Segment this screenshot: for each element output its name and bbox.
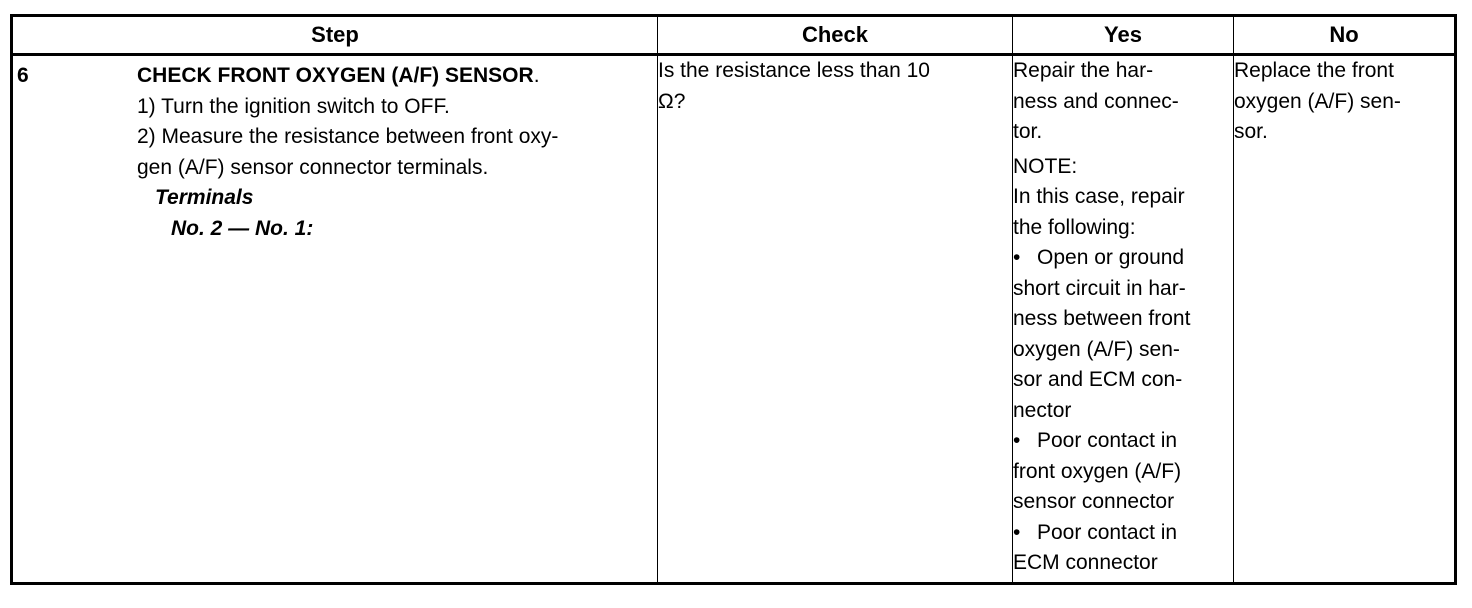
step-instruction-2-cont: gen (A/F) sensor connector terminals. — [137, 155, 489, 179]
header-row — [12, 16, 1456, 55]
step-cell — [12, 55, 658, 584]
bullet-1-line-5: sor and ECM con- — [1013, 368, 1183, 391]
step-content — [137, 56, 657, 244]
header-no: No — [1234, 16, 1456, 55]
bullet-2-line-3: sensor connector — [1013, 490, 1175, 513]
bullet-1-line-3: ness between front — [1013, 307, 1191, 330]
bullet-2-line-1: • Poor contact in — [1013, 426, 1233, 457]
bullet-icon: • — [1013, 246, 1021, 269]
bullet-3-line-2: ECM connector — [1013, 551, 1158, 574]
bullet-1-line-6: nector — [1013, 398, 1072, 422]
no-line-1: Replace the front — [1234, 59, 1394, 82]
check-line-1: Is the resistance less than 10 — [658, 59, 930, 82]
bullet-1-line-1: • Open or ground — [1013, 243, 1233, 274]
step-instruction-2: 2) Measure the resistance between front oxy- — [137, 125, 559, 148]
table-row — [12, 55, 1456, 584]
no-line-2: oxygen (A/F) sen- — [1234, 89, 1401, 113]
header-step: Step — [12, 16, 658, 55]
no-line-3: sor. — [1234, 120, 1268, 143]
terminals-value: No. 2 — No. 1: — [171, 216, 314, 240]
step-title: CHECK FRONT OXYGEN (A/F) SENSOR — [137, 64, 534, 87]
yes-note-label: NOTE: — [1013, 154, 1078, 178]
yes-line-2: ness and connec- — [1013, 89, 1179, 113]
yes-note-line-1: In this case, repair — [1013, 185, 1185, 208]
bullet-icon: • — [1013, 429, 1021, 452]
bullet-icon: • — [1013, 520, 1021, 544]
step-instruction-1: 1) Turn the ignition switch to OFF. — [137, 94, 450, 118]
bullet-1-line-4: oxygen (A/F) sen- — [1013, 337, 1180, 361]
bullet-3-line-1: • Poor contact in — [1013, 518, 1233, 549]
check-line-2: Ω? — [658, 89, 686, 113]
step-title-line — [137, 61, 651, 92]
yes-line-3: tor. — [1013, 120, 1043, 143]
diagnostic-table — [10, 14, 1457, 585]
check-cell — [658, 55, 1013, 584]
no-cell — [1234, 55, 1456, 584]
terminals-label: Terminals — [155, 186, 254, 209]
header-check: Check — [658, 16, 1013, 55]
bullet-1-line-2: short circuit in har- — [1013, 276, 1186, 300]
yes-cell — [1013, 55, 1234, 584]
header-yes: Yes — [1013, 16, 1234, 55]
bullet-2-line-2: front oxygen (A/F) — [1013, 459, 1182, 483]
yes-line-1: Repair the har- — [1013, 59, 1154, 82]
step-number: 6 — [17, 64, 29, 87]
step-title-suffix: . — [533, 64, 540, 87]
yes-note-line-2: the following: — [1013, 215, 1136, 239]
